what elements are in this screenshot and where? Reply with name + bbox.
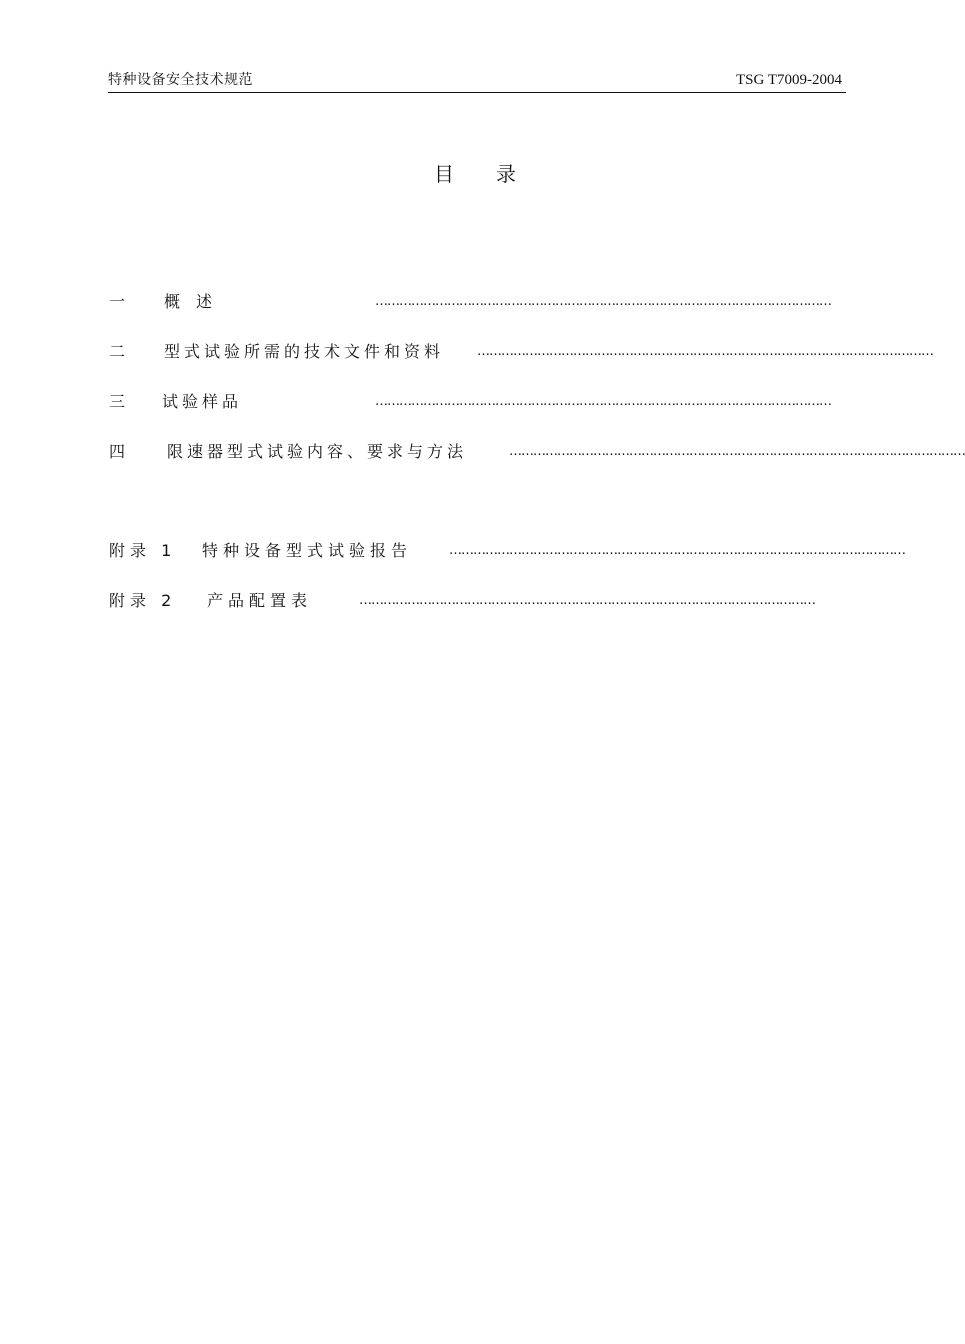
toc-entry-label: 型式试验所需的技术文件和资料 xyxy=(164,342,445,361)
page-header xyxy=(108,70,846,93)
toc-entry xyxy=(109,389,831,415)
toc-entry-label: 概述 xyxy=(164,292,229,311)
toc-leader-dots: …………………………………………………………………………………………………… xyxy=(375,394,831,409)
toc-entry-number: 二 xyxy=(109,342,126,361)
toc-leader-dots: …………………………………………………………………………………………………… xyxy=(359,593,815,608)
toc-entry-number: 三 xyxy=(109,392,126,411)
toc-entry-label: 特种设备型式试验报告 xyxy=(202,541,413,560)
toc-entry-number: 一 xyxy=(109,292,126,311)
toc-entry-number: 四 xyxy=(109,442,126,461)
toc-leader-dots: …………………………………………………………………………………………………… xyxy=(449,543,905,558)
toc-entry xyxy=(109,588,831,614)
toc-leader-dots: …………………………………………………………………………………………………… xyxy=(509,444,965,459)
toc-entry-number: 附录 2 xyxy=(109,591,177,610)
toc-title: 目录 xyxy=(434,162,558,186)
toc-entry xyxy=(109,289,831,315)
header-standard-code: TSG T7009-2004 xyxy=(736,72,842,88)
toc-entry-number: 附录 1 xyxy=(109,541,177,560)
toc-leader-dots: …………………………………………………………………………………………………… xyxy=(375,294,831,309)
toc-entry-label: 产品配置表 xyxy=(207,591,313,610)
toc-entry-label: 限速器型式试验内容、要求与方法 xyxy=(167,442,468,461)
toc-entry xyxy=(109,439,965,465)
toc-entry xyxy=(109,538,905,564)
toc-leader-dots: …………………………………………………………………………………………………… xyxy=(477,344,933,359)
toc-entry-label: 试验样品 xyxy=(162,392,243,411)
toc-entry xyxy=(109,339,933,365)
header-title: 特种设备安全技术规范 xyxy=(108,72,253,88)
